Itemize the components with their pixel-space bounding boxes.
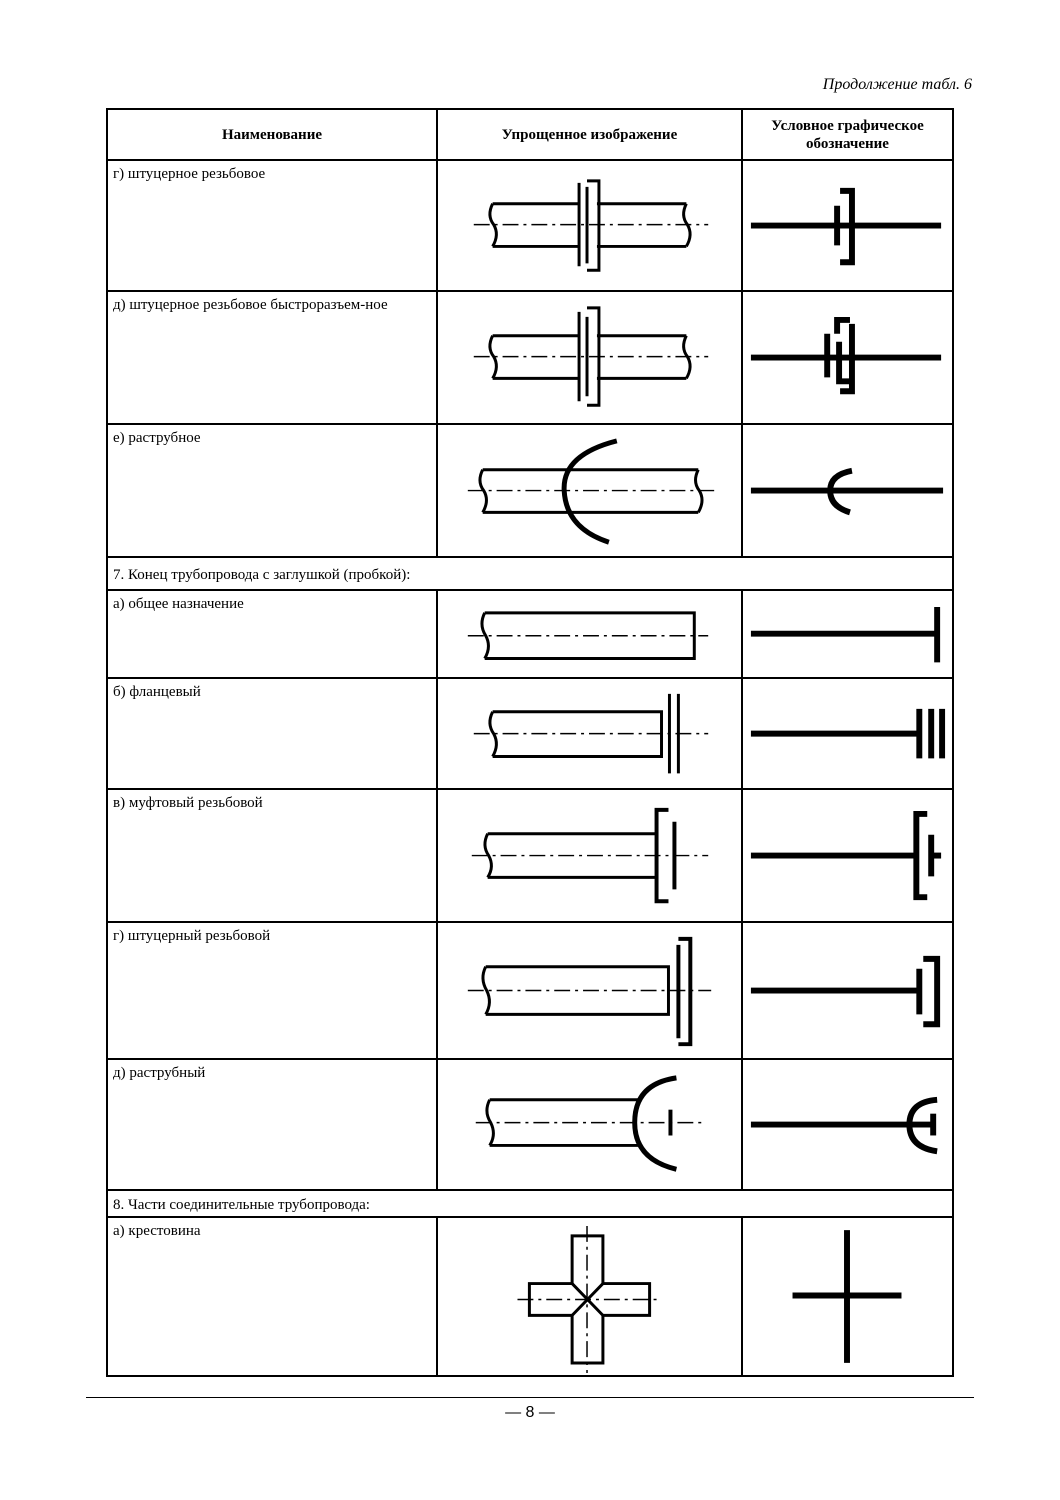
plug-socket-drawing-icon [437,1059,742,1190]
plug-general-symbol-icon [742,590,953,677]
row-name: б) фланцевый [107,678,437,789]
threaded-fitting-drawing-icon [437,160,742,291]
table-row [107,160,953,291]
column-header-symbol: Условное графическое обозначение [742,109,953,160]
table-row [107,789,953,922]
table-header-row [107,109,953,160]
table-row [107,424,953,557]
symbols-table [106,108,954,1377]
socket-joint-symbol-icon [742,424,953,557]
plug-general-drawing-icon [437,590,742,677]
row-name: г) штуцерный резьбовой [107,922,437,1059]
table-row [107,922,953,1059]
quick-disconnect-fitting-drawing-icon [437,291,742,424]
footer-rule [86,1397,974,1398]
table-row [107,1217,953,1376]
socket-joint-drawing-icon [437,424,742,557]
continuation-label: Продолжение табл. 6 [822,76,972,93]
cross-fitting-symbol-icon [742,1217,953,1376]
row-name: а) крестовина [107,1217,437,1376]
threaded-fitting-symbol-icon [742,160,953,291]
table-row [107,590,953,677]
row-name: е) раструбное [107,424,437,557]
row-name: в) муфтовый резьбовой [107,789,437,922]
page-number: — 8 — [505,1404,555,1421]
section-row [107,1190,953,1217]
section-title: 8. Части соединительные трубопровода: [107,1190,953,1217]
plug-coupling-threaded-drawing-icon [437,789,742,922]
cross-fitting-drawing-icon [437,1217,742,1376]
section-title: 7. Конец трубопровода с заглушкой (пробкой): [107,557,953,590]
section-row [107,557,953,590]
plug-flanged-symbol-icon [742,678,953,789]
column-header-simplified: Упрощенное изображение [437,109,742,160]
plug-flanged-drawing-icon [437,678,742,789]
plug-socket-symbol-icon [742,1059,953,1190]
row-name: д) раструбный [107,1059,437,1190]
table-row [107,678,953,789]
column-header-name: Наименование [107,109,437,160]
quick-disconnect-fitting-symbol-icon [742,291,953,424]
row-name: д) штуцерное резьбовое быстроразъем-ное [107,291,437,424]
plug-fitting-threaded-symbol-icon [742,922,953,1059]
plug-coupling-threaded-symbol-icon [742,789,953,922]
table-row [107,291,953,424]
row-name: г) штуцерное резьбовое [107,160,437,291]
table-row [107,1059,953,1190]
row-name: а) общее назначение [107,590,437,677]
plug-fitting-threaded-drawing-icon [437,922,742,1059]
